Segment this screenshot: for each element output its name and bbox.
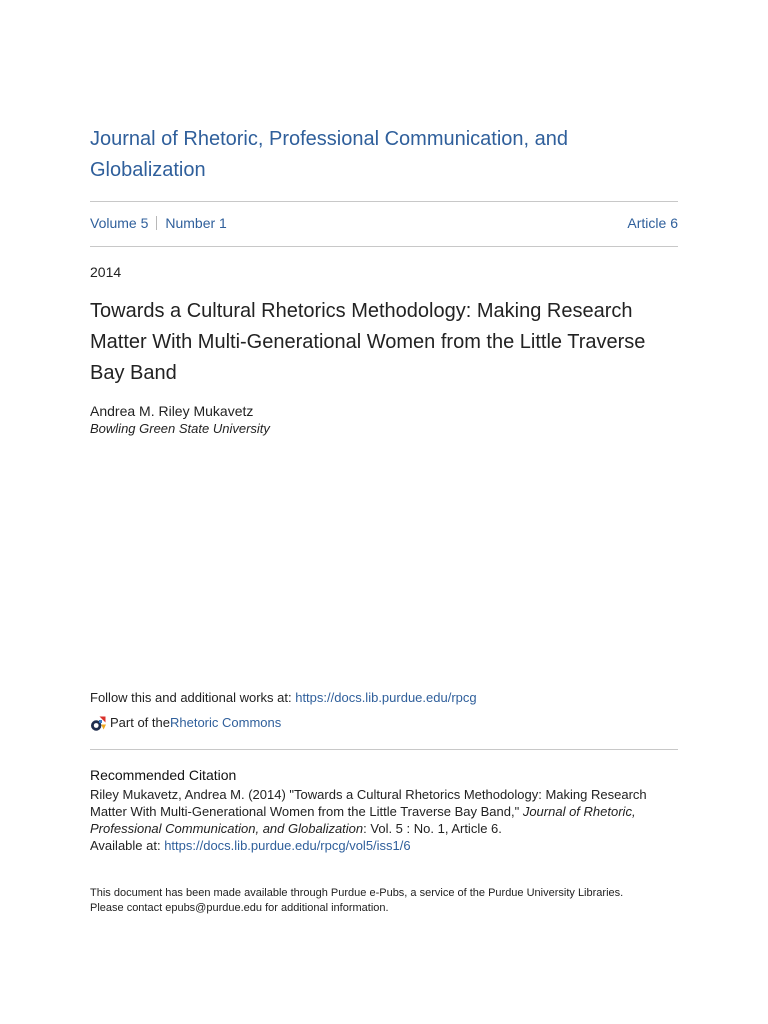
commons-icon [90, 715, 107, 732]
citation-text [90, 786, 678, 837]
footer-note [90, 886, 678, 916]
citation-divider [90, 749, 678, 750]
issue-meta-row [90, 214, 678, 234]
citation-text-part1: Riley Mukavetz, Andrea M. (2014) "Towards a Cultural Rhetorics Methodology: Making Research Matter With Multi-Generational Women from the Little Traverse Bay Band," [90, 787, 647, 819]
footer-line-2: Please contact epubs@purdue.edu for additional information. [90, 902, 389, 914]
citation-journal-italic: Journal of Rhetoric, Professional Communication, and Globalization [90, 804, 636, 836]
citation-text-part2: : Vol. 5 : No. 1, Article 6. [363, 821, 502, 836]
number-link[interactable]: Number 1 [165, 215, 227, 231]
recommended-citation-heading: Recommended Citation [90, 767, 237, 783]
meta-divider [90, 246, 678, 247]
footer-line-1: This document has been made available through Purdue e-Pubs, a service of the Purdue University Libraries. [90, 887, 624, 899]
follow-prefix: Follow this and additional works at: [90, 690, 296, 705]
follow-url-link[interactable]: https://docs.lib.purdue.edu/rpcg [295, 690, 477, 705]
available-url-link[interactable]: https://docs.lib.purdue.edu/rpcg/vol5/iss1/6 [164, 838, 411, 853]
follow-line [90, 689, 477, 706]
available-at-line [90, 837, 411, 854]
part-of-prefix: Part of the [110, 715, 170, 730]
rhetoric-commons-link[interactable]: Rhetoric Commons [169, 715, 282, 730]
publication-year: 2014 [90, 264, 122, 280]
article-number-link[interactable]: Article 6 [627, 215, 678, 231]
volume-link[interactable]: Volume 5 [90, 215, 149, 231]
meta-separator [156, 216, 157, 230]
available-prefix: Available at: [90, 838, 165, 853]
author-affiliation: Bowling Green State University [90, 421, 270, 436]
article-title: Towards a Cultural Rhetorics Methodology: Making Research Matter With Multi-Generational Women from the Little Traverse Bay Band [90, 300, 646, 384]
top-divider [90, 201, 678, 202]
journal-title-link[interactable]: Journal of Rhetoric, Professional Communication, and Globalization [90, 128, 569, 181]
part-of-line [90, 714, 281, 732]
author-name: Andrea M. Riley Mukavetz [90, 403, 254, 419]
